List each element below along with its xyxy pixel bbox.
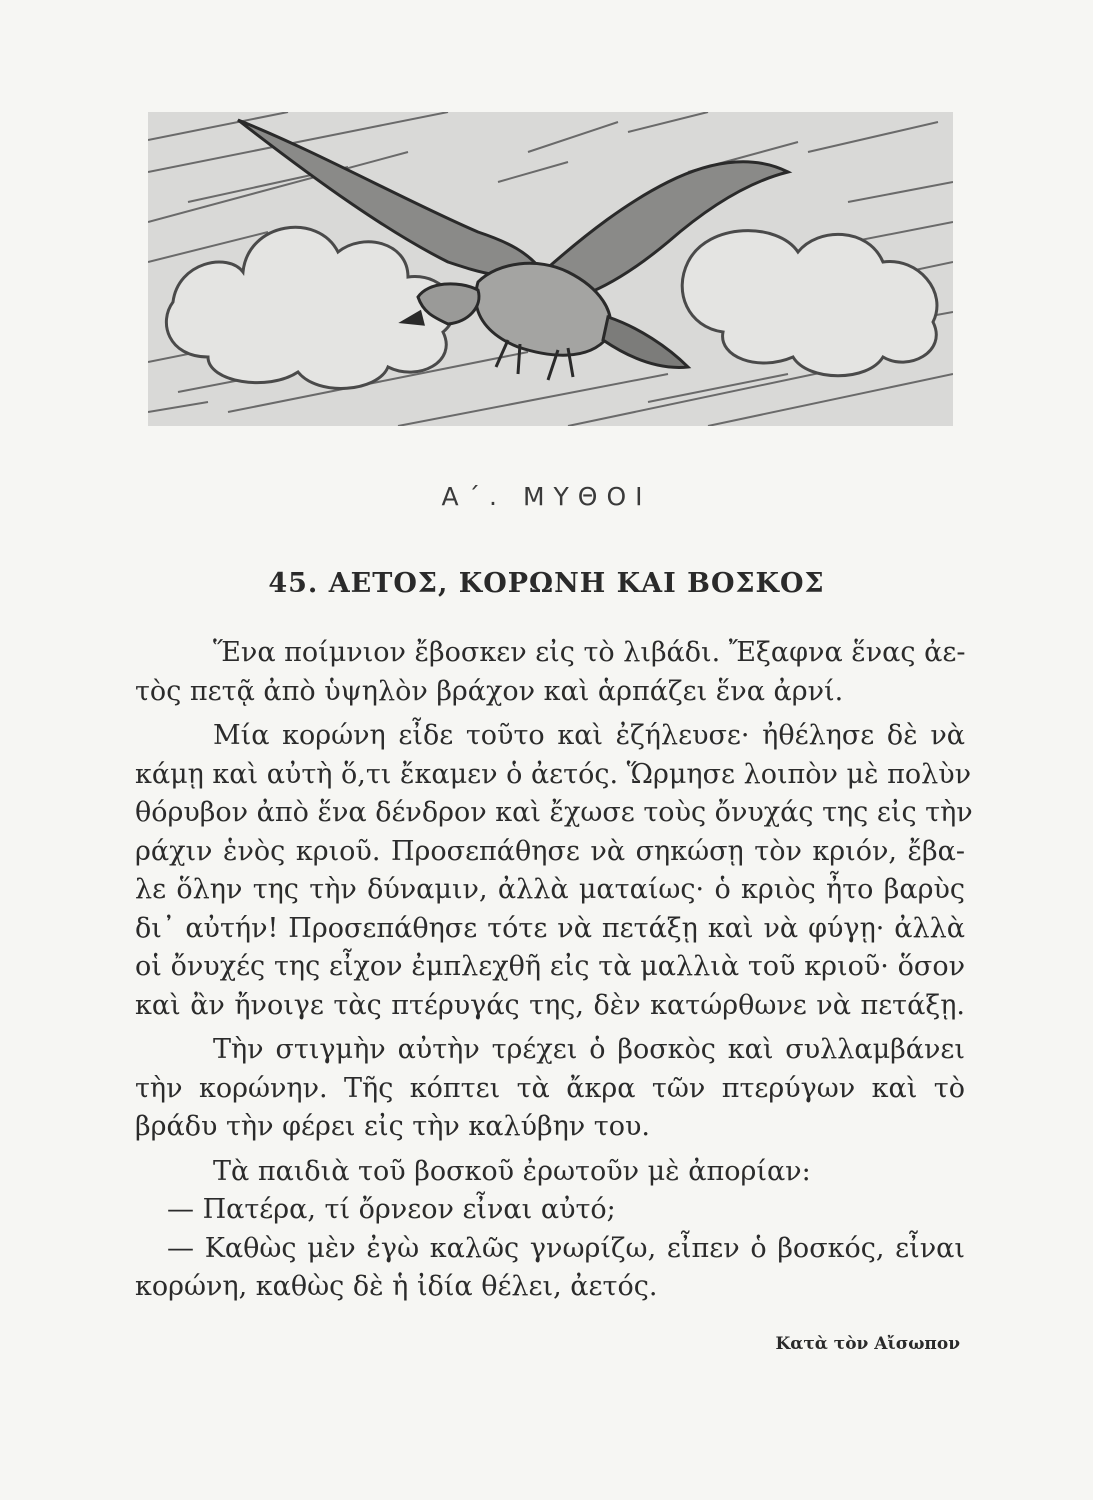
text-line: λε ὅλην της τὴν δύναμιν, ἀλλὰ ματαίως· ὁ κριὸς ἦτο βαρὺς bbox=[135, 874, 965, 905]
text-line: — Καθὼς μὲν ἐγὼ καλῶς γνωρίζω, εἶπεν ὁ βοσκός, εἶναι bbox=[167, 1232, 965, 1264]
text-line: Τὰ παιδιὰ τοῦ βοσκοῦ ἐρωτοῦν μὲ ἀπορίαν: bbox=[213, 1155, 811, 1187]
text-line: κορώνη, καθὼς δὲ ἡ ἰδία θέλει, ἀετός. bbox=[135, 1271, 658, 1302]
eagle-in-clouds-picture bbox=[148, 112, 953, 426]
text-line: θόρυβον ἀπὸ ἕνα δένδρον καὶ ἔχωσε τοὺς ὄνυχάς της εἰς τὴν bbox=[135, 797, 973, 828]
text-line: βράδυ τὴν φέρει εἰς τὴν καλύβην του. bbox=[135, 1111, 650, 1142]
text-line: τὸς πετᾷ ἀπὸ ὑψηλὸν βράχον καὶ ἁρπάζει ἕνα ἀρνί. bbox=[135, 675, 844, 707]
text-line: Ἕνα ποίμνιον ἔβοσκεν εἰς τὸ λιβάδι. Ἔξαφνα ἕνας ἀε- bbox=[213, 637, 966, 668]
text-line: Μία κορώνη εἶδε τοῦτο καὶ ἐζήλευσε· ἠθέλησε δὲ νὰ bbox=[213, 720, 965, 751]
text-line: τὴν κορώνην. Τῆς κόπτει τὰ ἄκρα τῶν πτερύγων καὶ τὸ bbox=[135, 1072, 965, 1104]
text-line: Τὴν στιγμὴν αὐτὴν τρέχει ὁ βοσκὸς καὶ συλλαμβάνει bbox=[213, 1034, 965, 1065]
story-text bbox=[135, 634, 973, 1307]
text-line: δι᾿ αὐτήν! Προσεπάθησε τότε νὰ πετάξῃ καὶ νὰ φύγῃ· ἀλλὰ bbox=[135, 912, 965, 944]
eagle-illustration bbox=[148, 112, 953, 426]
attribution: Κατὰ τὸν Αἴσωπον bbox=[775, 1334, 960, 1354]
text-line: οἱ ὄνυχές της εἶχον ἐμπλεχθῆ εἰς τὰ μαλλιὰ τοῦ κριοῦ· ὅσον bbox=[135, 951, 965, 982]
section-heading: Α΄. ΜΥΘΟΙ bbox=[441, 482, 652, 511]
text-line: ράχιν ἑνὸς κριοῦ. Προσεπάθησε νὰ σηκώσῃ τὸν κριόν, ἔβα- bbox=[135, 835, 965, 867]
story-title: 45. ΑΕΤΟΣ, ΚΟΡΩΝΗ ΚΑΙ ΒΟΣΚΟΣ bbox=[268, 568, 825, 599]
text-line: καὶ ἂν ἤνοιγε τὰς πτέρυγάς της, δὲν κατώρθωνε νὰ πετάξῃ. bbox=[135, 989, 965, 1021]
text-line: — Πατέρα, τί ὄρνεον εἶναι αὐτό; bbox=[167, 1194, 616, 1225]
text-line: κάμῃ καὶ αὐτὴ ὅ,τι ἔκαμεν ὁ ἀετός. Ὥρμησε λοιπὸν μὲ πολὺν bbox=[135, 758, 972, 790]
